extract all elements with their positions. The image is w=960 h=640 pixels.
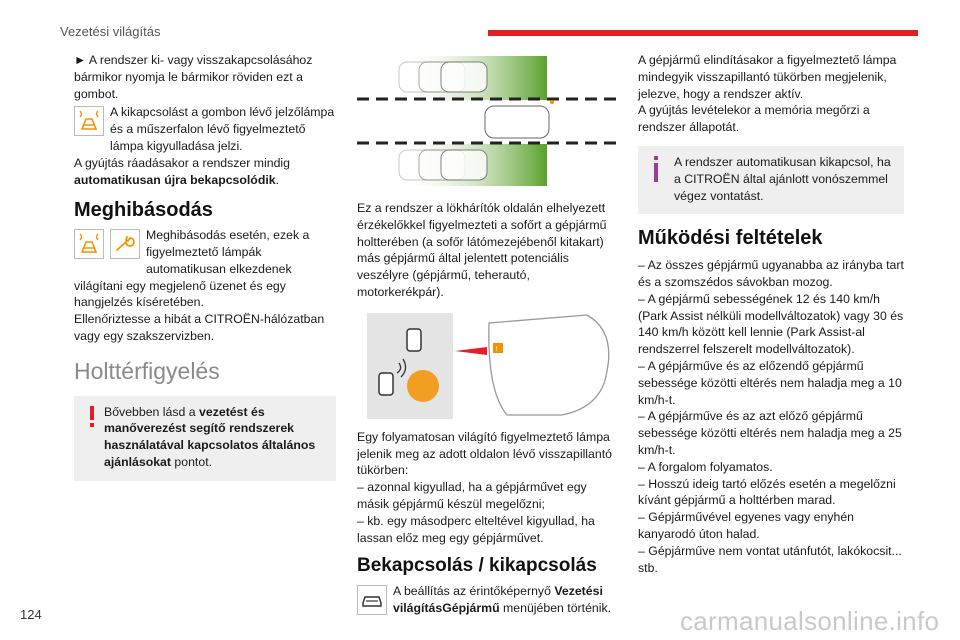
blind-spot-warning-lamp-icon <box>74 106 104 136</box>
auto-reactivation-text: A gyújtás ráadásakor a rendszer mindig automatikusan újra bekapcsolódik. <box>74 155 290 187</box>
blind-spot-zone-diagram <box>357 52 619 194</box>
section-title: Holttérfigyelés <box>74 357 220 384</box>
service-wrench-icon <box>110 229 140 259</box>
startup-lamp-text: A gépjármű elindításakor a figyelmeztető lámpa mindegyik visszapillantó tükörben megjelenik, jelezve, hogy a rendszer aktív. <box>638 53 897 101</box>
onoff-text: A beállítás az érintőképernyő Vezetési világításGépjármű menüjében történik. <box>393 584 612 615</box>
mirror-lamp-text: Egy folyamatosan világító figyelmeztető lámpa jelenik meg az adott oldalon lévő visszapillantó tükörben: <box>357 429 612 478</box>
onoff-heading: Bekapcsolás / kikapcsolás <box>357 555 597 577</box>
page-number: 124 <box>20 607 42 622</box>
running-header: Vezetési világítás <box>60 24 161 39</box>
list-item: – Az összes gépjármű ugyanabba az irányba tart és a szomszédos sávokban mozog. <box>638 258 904 289</box>
column-right <box>638 52 904 576</box>
deactivation-indicator-text: A kikapcsolást a gombon lévő jelzőlámpa és a műszerfalon lévő figyelmeztető lámpa kigyulladása jelzi. <box>110 105 335 153</box>
exclamation-warning-icon <box>88 406 96 433</box>
mirror-lamp-case-1: – azonnal kigyullad, ha a gépjárművet egy másik gépjármű készül megelőzni; <box>357 480 587 511</box>
system-description: Ez a rendszer a lökhárítók oldalán elhelyezett érzékelőkkel figyelmezteti a sofőrt a gépjármű holtterében (a sofőr látómezejébenől kitakart) más gépjármű által jelentett potenciális veszélyre (gépjármű, teherautó, motorkerékpár). <box>357 201 607 299</box>
conditions-list <box>638 257 904 576</box>
memory-text: A gyújtás levételekor a memória megőrzi a rendszer állapotát. <box>638 103 870 135</box>
column-middle <box>357 52 619 617</box>
list-item: – Hosszú ideig tartó előzés esetén a megelőzni kívánt gépjármű a holttérben marad. <box>638 476 896 508</box>
blind-spot-fault-lamp-icon <box>74 229 104 259</box>
fault-description: Meghibásodás esetén, ezek a figyelmeztető lámpák automatikusan elkezdenek világítani egy megjelenő üzenet és egy hangjelzés kíséretében. <box>74 228 310 310</box>
column-left <box>74 52 336 481</box>
info-icon <box>652 156 660 187</box>
car-settings-icon <box>357 585 387 615</box>
svg-text:!: ! <box>495 344 498 353</box>
toggle-instruction: ► A rendszer ki- vagy visszakapcsolásához bármikor nyomja le bármikor röviden ezt a gombot. <box>74 53 313 101</box>
list-item: – A gépjárműve és az előzendő gépjármű sebessége közötti eltérés nem haladja meg a 10 km/h-t. <box>638 358 902 407</box>
list-item: – A forgalom folyamatos. <box>638 459 773 474</box>
info-note: A rendszer automatikusan kikapcsol, ha a CITROËN által ajánlott vonószemmel végez vontatást. <box>638 146 904 214</box>
conditions-heading: Működési feltételek <box>638 227 823 250</box>
warning-note: Bővebben lásd a vezetést és manőverezést segítő rendszerek használatával kapcsolatos általános ajánlásokat pontot. <box>74 396 336 481</box>
list-item: – Gépjárműve nem vontat utánfutót, lakókocsit... stb. <box>638 543 902 575</box>
list-item: – A gépjármű sebességének 12 és 140 km/h (Park Assist nélküli modellváltozatok) vagy 30 és 140 km/h között kell lennie (Park Assist-al rendszerrel felszerelt modellváltozatok). <box>638 291 904 357</box>
list-item: – A gépjárműve és az azt előző gépjármű sebessége közötti eltérés nem haladja meg a 25 km/h-t. <box>638 409 902 457</box>
watermark: carmanualsonline.info <box>680 606 940 636</box>
list-item: – Gépjárművével egyenes vagy enyhén kanyarodó úton halad. <box>638 510 855 541</box>
mirror-lamp-case-2: – kb. egy másodperc elteltével kigyullad, ha lassan előz meg egy gépjárművet. <box>357 513 595 545</box>
mirror-warning-illustration <box>357 311 619 423</box>
fault-heading: Meghibásodás <box>74 199 213 222</box>
header-accent-bar <box>488 30 918 36</box>
fault-check-advice: Ellenőriztesse a hibát a CITROËN-hálózatban vagy egy szakszervizben. <box>74 312 325 343</box>
